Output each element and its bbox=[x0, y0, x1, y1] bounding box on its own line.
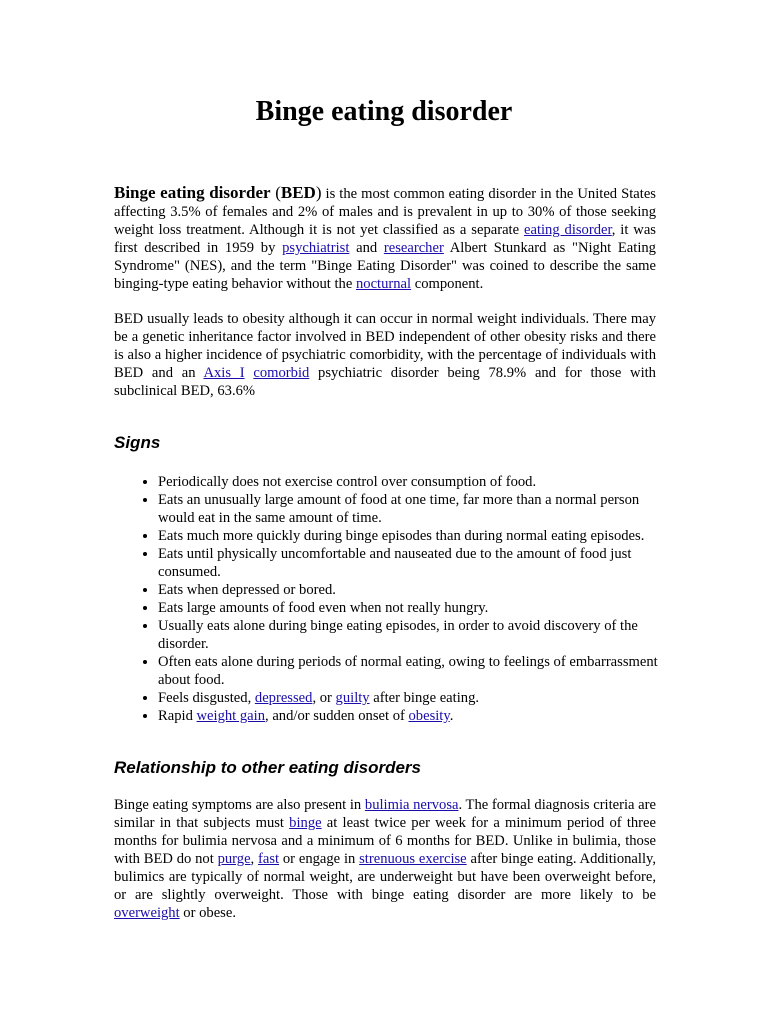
lead-abbreviation: BED bbox=[280, 183, 316, 202]
list-item: • Periodically does not exercise control over consumption of food. bbox=[158, 473, 659, 491]
link-comorbid[interactable]: comorbid bbox=[253, 365, 310, 381]
list-item: • Eats until physically uncomfortable and nauseated due to the amount of food just consumed. bbox=[158, 545, 659, 581]
signs-list bbox=[114, 473, 659, 725]
link-binge[interactable]: binge bbox=[289, 815, 322, 831]
link-fast[interactable]: fast bbox=[258, 851, 280, 867]
list-item: • Usually eats alone during binge eating episodes, in order to avoid discovery of the disorder. bbox=[158, 617, 659, 653]
list-item: • Eats an unusually large amount of food at one time, far more than a normal person would eat in the same amount of time. bbox=[158, 491, 659, 527]
signs-heading: Signs bbox=[114, 433, 161, 452]
link-weight-gain[interactable]: weight gain bbox=[196, 708, 266, 724]
relationship-paragraph: Binge eating symptoms are also present in bulimia nervosa. The formal diagnosis criteria are similar in that subjects must binge at least twice per week for a minimum period of three months for bulimia nervosa and a minimum of 6 months for BED. Unlike in bulimia, those with BED do not purge, fast or engage in strenuous exercise after binge eating. Additionally, bulimics are typically of normal weight, are underweight but have been overweight before, or are slightly overweight. Those with binge eating disorder are more likely to be overweight or obese. bbox=[114, 797, 656, 921]
list-item: • Rapid weight gain, and/or sudden onset of obesity. bbox=[158, 707, 659, 725]
link-obesity[interactable]: obesity bbox=[408, 708, 450, 724]
list-item: • Eats when depressed or bored. bbox=[158, 581, 659, 599]
link-guilty[interactable]: guilty bbox=[335, 690, 370, 706]
link-psychiatrist[interactable]: psychiatrist bbox=[282, 240, 350, 256]
link-axis-i[interactable]: Axis I bbox=[203, 365, 245, 381]
list-item: • Often eats alone during periods of normal eating, owing to feelings of embarrassment about food. bbox=[158, 653, 659, 689]
link-nocturnal[interactable]: nocturnal bbox=[355, 276, 412, 292]
link-overweight[interactable]: overweight bbox=[114, 905, 180, 921]
list-item: • Feels disgusted, depressed, or guilty after binge eating. bbox=[158, 689, 659, 707]
lead-term: Binge eating disorder bbox=[114, 183, 271, 202]
link-researcher[interactable]: researcher bbox=[383, 240, 444, 256]
page-title: Binge eating disorder bbox=[255, 96, 513, 127]
obesity-paragraph: BED usually leads to obesity although it can occur in normal weight individuals. There may be a genetic inheritance factor involved in BED independent of other obesity risks and there is also a higher incidence of psychiatric comorbidity, with the percentage of individuals with BED and an Axis I comorbid psychiatric disorder being 78.9% and for those with subclinical BED, 63.6% bbox=[114, 311, 656, 399]
list-item: • Eats much more quickly during binge episodes than during normal eating episodes. bbox=[158, 527, 659, 545]
link-depressed[interactable]: depressed bbox=[254, 690, 313, 706]
link-purge[interactable]: purge bbox=[217, 851, 251, 867]
intro-paragraph: Binge eating disorder (BED) is the most common eating disorder in the United States affecting 3.5% of females and 2% of males and is prevalent in up to 30% of those seeking weight loss treatment. Although it is not yet classified as a separate eating disorder, it was first described in 1959 by psychiatrist and researcher Albert Stunkard as "Night Eating Syndrome" (NES), and the term "Binge Eating Disorder" was coined to describe the same binging-type eating behavior without the nocturnal component. bbox=[114, 183, 656, 292]
relationship-heading: Relationship to other eating disorders bbox=[114, 758, 421, 777]
link-bulimia-nervosa[interactable]: bulimia nervosa bbox=[364, 797, 459, 813]
link-eating-disorder[interactable]: eating disorder bbox=[523, 222, 612, 238]
list-item: • Eats large amounts of food even when not really hungry. bbox=[158, 599, 659, 617]
link-strenuous-exercise[interactable]: strenuous exercise bbox=[359, 851, 467, 867]
